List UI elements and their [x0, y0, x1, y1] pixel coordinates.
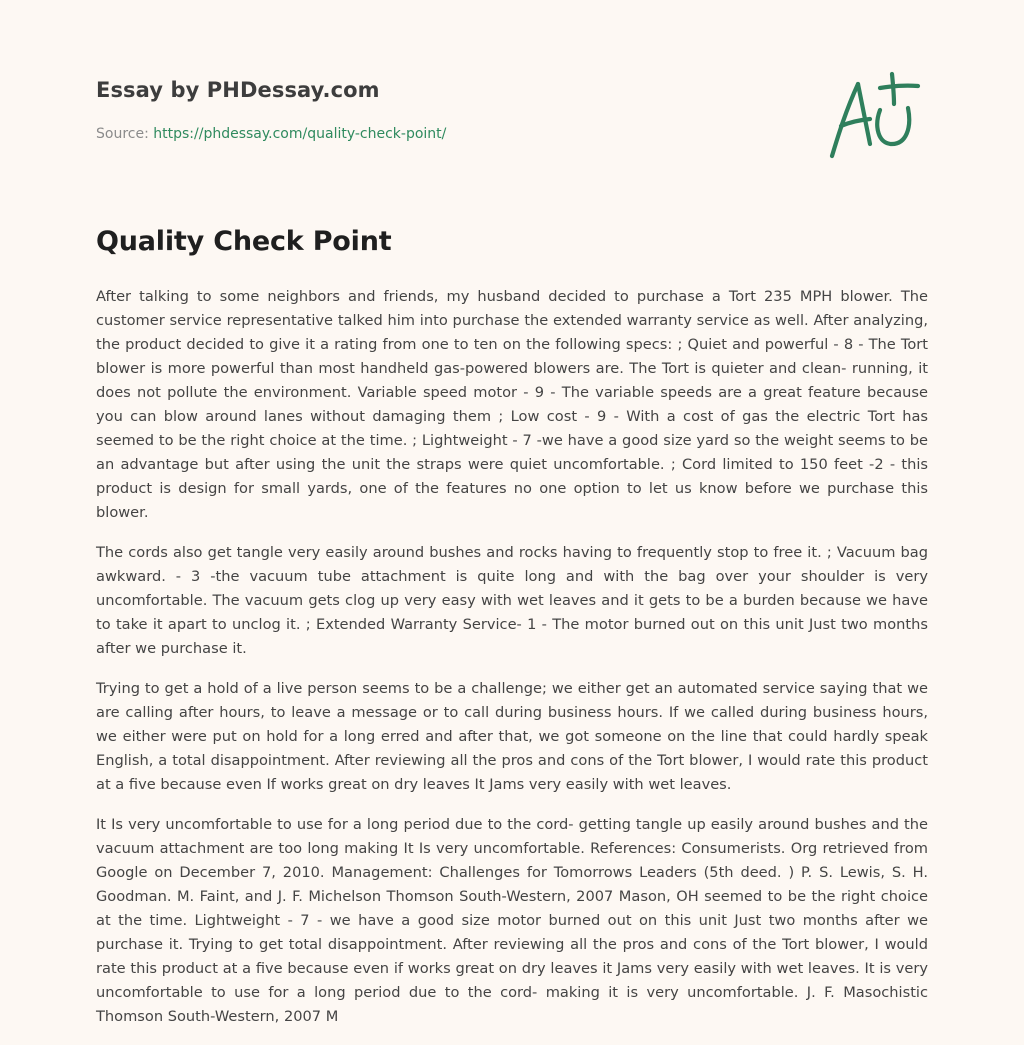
- page-header: [96, 74, 928, 174]
- source-label: Source:: [96, 126, 154, 142]
- paragraph: It Is very uncomfortable to use for a long period due to the cord- getting tangle up easily around bushes and the vacuum attachment are too long making It Is very uncomfortable. References: Consumerists. Org retrieved from Google on December 7, 2010. Management: Challenges for Tomorrows Leaders (5th deed. ) P. S. Lewis, S. H. Goodman. M. Faint, and J. F. Michelson Thomson South-Western, 2007 Mason, OH seemed to be the right choice at the time. Lightweight - 7 - we have a good size motor burned out on this unit Just two months after we purchase it. Trying to get total disappointment. After reviewing all the pros and cons of the Tort blower, I would rate this product at a five because even if works great on dry leaves it Jams very easily with wet leaves. It is very uncomfortable to use for a long period due to the cord- making it is very uncomfortable. J. F. Masochistic Thomson South-Western, 2007 M: [96, 816, 928, 1025]
- article-body: [96, 285, 928, 1045]
- brand-title: Essay by PHDessay.com: [96, 78, 380, 102]
- source-line: [96, 126, 446, 142]
- paragraph: Trying to get a hold of a live person seems to be a challenge; we either get an automated service saying that we are calling after hours, to leave a message or to call during business hours. If we called during business hours, we either were put on hold for a long erred and after that, we got someone on the line that could hardly speak English, a total disappointment. After reviewing all the pros and cons of the Tort blower, I would rate this product at a five because even If works great on dry leaves It Jams very easily with wet leaves.: [96, 680, 928, 793]
- source-link[interactable]: https://phdessay.com/quality-check-point/: [153, 126, 447, 142]
- paragraph: After talking to some neighbors and friends, my husband decided to purchase a Tort 235 MPH blower. The customer service representative talked him into purchase the extended warranty service as well. After analyzing, the product decided to give it a rating from one to ten on the following specs: ; Quiet and powerful - 8 - The Tort blower is more powerful than most handheld gas-powered blowers are. The Tort is quieter and clean- running, it does not pollute the environment. Variable speed motor - 9 - The variable speeds are a great feature because you can blow around lanes without damaging them ; Low cost - 9 - With a cost of gas the electric Tort has seemed to be the right choice at the time. ; Lightweight - 7 -we have a good size yard so the weight seems to be an advantage but after using the unit the straps were quiet uncomfortable. ; Cord limited to 150 feet -2 - this product is design for small yards, one of the features no one option to let us know before we purchase this blower.: [96, 288, 928, 521]
- page-title: Quality Check Point: [96, 226, 392, 257]
- a-plus-logo-icon: [824, 70, 928, 162]
- paragraph: The cords also get tangle very easily around bushes and rocks having to frequently stop to free it. ; Vacuum bag awkward. - 3 -the vacuum tube attachment is quite long and with the bag over your shoulder is very uncomfortable. The vacuum gets clog up very easy with wet leaves and it gets to be a burden because we have to take it apart to unclog it. ; Extended Warranty Service- 1 - The motor burned out on this unit Just two months after we purchase it.: [96, 544, 928, 657]
